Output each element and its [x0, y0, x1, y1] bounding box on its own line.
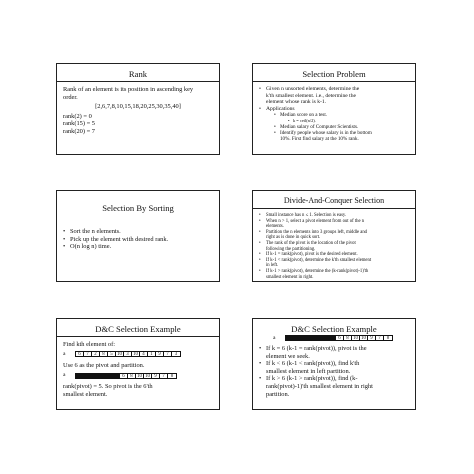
- text-line: • Identify people whose salary is in the bottom: [280, 129, 372, 136]
- slide-selection-problem: [252, 63, 416, 155]
- array-cell: 10: [132, 352, 140, 356]
- slide-rank: [56, 63, 220, 155]
- array-cell: 8: [100, 352, 108, 356]
- text-line: • Partition the n elements into 3 groups left, middle and: [266, 229, 368, 235]
- array-cell: 9: [156, 352, 164, 356]
- array-2: [119, 373, 177, 379]
- text-line: rank(pivot)-1)'th smallest element in right: [266, 382, 373, 390]
- title-divider: [57, 81, 219, 82]
- array-row: [63, 372, 213, 380]
- text-line: k'th smallest element. i.e., determine the: [266, 92, 357, 99]
- bullet-item: • Sort the n elements.: [63, 228, 213, 236]
- slide-body: [63, 228, 213, 251]
- array-3: [335, 335, 393, 341]
- array-cell: 8: [386, 336, 390, 341]
- slide-title: Selection By Sorting: [102, 203, 174, 213]
- array-cell: 9: [152, 374, 160, 378]
- title-divider: [57, 215, 219, 216]
- array-label: a: [63, 371, 66, 378]
- left-partition-bar: [285, 335, 335, 341]
- bullet-item: • O(n log n) time.: [63, 243, 213, 251]
- array-cell: 7: [376, 336, 384, 340]
- array-cell: 7: [164, 352, 172, 356]
- array-cell: 8: [128, 374, 136, 378]
- array-cell: 10: [144, 374, 152, 378]
- text-line: • If k-1 > rank(pivot), determine the (k-rank(pivot)-1)'th: [266, 268, 369, 274]
- text-line: smallest element.: [63, 390, 108, 398]
- text-line: elements.: [266, 224, 284, 230]
- text-line: • If k > 6 (k-1 > rank(pivot)), find (k-: [266, 375, 358, 383]
- bullet-item: [259, 241, 409, 252]
- title-divider: [253, 81, 415, 82]
- array-cell: 10: [360, 336, 368, 340]
- text-line: • Median score on a test.: [280, 112, 328, 119]
- bullet-item: [259, 86, 409, 106]
- sub-bullet-item: [274, 130, 409, 142]
- text-line: • When n > 1, select a pivot element from out of the n: [266, 218, 365, 224]
- bullet-item: [259, 230, 409, 241]
- sub-bullet-item: • Median salary of Computer Scientists.: [274, 124, 409, 130]
- slide-title: Selection Problem: [302, 69, 366, 79]
- bullet-item: [259, 258, 409, 269]
- array-cell: 7: [160, 374, 168, 378]
- slide-title: D&C Selection Example: [291, 324, 377, 334]
- array-cell: 10: [352, 336, 360, 340]
- text-line: partition.: [266, 390, 290, 398]
- slide-dc-example-2: [252, 318, 416, 410]
- text-line: right as is done in quick sort.: [266, 235, 321, 241]
- bullet-item: [259, 345, 409, 360]
- array-cell: 5: [108, 352, 116, 356]
- sequence: [2,6,7,8,10,15,18,20,25,30,35,40]: [95, 103, 181, 111]
- slide-dc-example-1: [56, 318, 220, 410]
- bullet-item: [259, 269, 409, 280]
- text-line: Find kth element of:: [63, 341, 116, 348]
- slide-body: [259, 86, 409, 142]
- slide-body: [259, 345, 409, 398]
- array-cell: 10: [136, 374, 144, 378]
- text-line: element we seek.: [266, 352, 310, 360]
- slide-body: [63, 86, 213, 136]
- sub-bullet-item: [274, 112, 409, 123]
- bullet-item: [259, 219, 409, 230]
- array-row: [63, 351, 213, 359]
- text-line: Use 6 as the pivot and partition.: [63, 362, 145, 370]
- text-line: in left.: [266, 263, 279, 269]
- text-line: • The rank of the pivot is the location of the pivot: [266, 240, 356, 246]
- array-cell: 10: [116, 352, 124, 356]
- rank-line: rank(2) = 0: [63, 112, 92, 120]
- text-line: following the partitioning.: [266, 246, 316, 252]
- text-line: rank(pivot) = 5. So pivot is the 6'th: [63, 383, 153, 391]
- array-cell: 9: [368, 336, 376, 340]
- text-line: • If k < 6 (k-1 < rank(pivot)), find k'th: [266, 360, 360, 368]
- array-cell: 7: [84, 352, 92, 356]
- array-label: a: [273, 335, 276, 341]
- title-divider: [253, 208, 415, 209]
- slide-body: [259, 213, 409, 280]
- slide-title: D&C Selection Example: [95, 324, 181, 334]
- text-line: smallest element in right.: [266, 274, 314, 280]
- array-cell: 2: [92, 352, 100, 356]
- text-line: • If k = 6 (k-1 = rank(pivot)), pivot is the: [266, 345, 367, 352]
- array-cell: 1: [148, 352, 156, 356]
- bullet-item: • Small instance has n ≤ 1. Selection is easy.: [259, 213, 409, 219]
- array-cell: 8: [344, 336, 352, 340]
- left-partition-bar: [75, 373, 119, 379]
- text-line: 10%. First find salary at the 10% rank.: [280, 135, 359, 142]
- text-line: • If k-1 < rank(pivot), determine the k'th smallest element: [266, 257, 372, 263]
- slide-divide-and-conquer: [252, 190, 416, 282]
- array-cell: 6: [76, 352, 84, 356]
- text-line: element whose rank is k-1.: [266, 99, 327, 106]
- bullet-item: • Pick up the element with desired rank.: [63, 236, 213, 244]
- array-label: a: [63, 350, 66, 357]
- text-line: • Applications: [266, 105, 295, 112]
- bullet-item: [259, 106, 409, 142]
- array-cell: 3: [174, 352, 178, 358]
- sub-sub-bullet-item: • k = ceil(n/2).: [288, 118, 409, 123]
- title-divider: [57, 336, 219, 337]
- array-row: [273, 335, 409, 341]
- array-cell: 3: [124, 352, 132, 356]
- slide-selection-by-sorting: [56, 190, 220, 282]
- text-line: smallest element in left partition.: [266, 367, 351, 375]
- bullet-item: [259, 375, 409, 398]
- slide-title: Divide-And-Conquer Selection: [283, 196, 385, 205]
- slide-title: Rank: [128, 69, 148, 79]
- array-cell: 8: [170, 373, 174, 379]
- text-line: order.: [63, 93, 78, 101]
- rank-line: rank(20) = 7: [63, 127, 95, 135]
- array-cell: 4: [140, 352, 148, 356]
- slide-body: [63, 341, 213, 399]
- array-cell: 6: [336, 336, 344, 340]
- text-line: Rank of an element is its position in ascending key: [63, 86, 194, 93]
- rank-line: rank(15) = 5: [63, 120, 95, 128]
- array-cell: 6: [120, 374, 128, 378]
- bullet-item: • If k-1 = rank(pivot), pivot is the desired element.: [259, 252, 409, 258]
- bullet-item: [259, 360, 409, 375]
- array-1: [75, 351, 181, 357]
- text-line: • Given n unsorted elements, determine the: [266, 86, 360, 92]
